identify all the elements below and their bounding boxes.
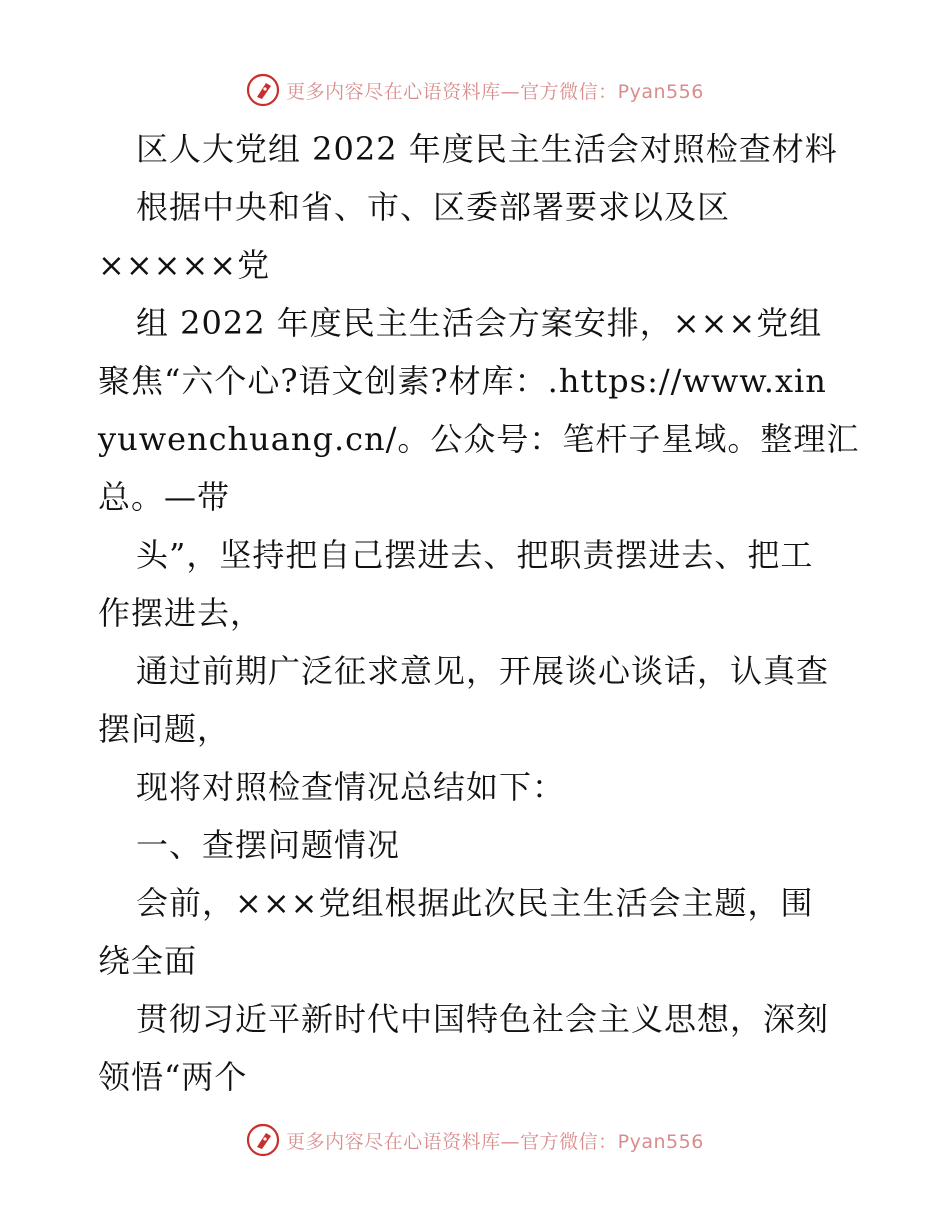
doc-line: 贯彻习近平新时代中国特色社会主义思想，深刻 bbox=[136, 1000, 830, 1038]
doc-line: yuwenchuang.cn/。公众号：笔杆子星域。整理汇 bbox=[98, 420, 860, 458]
pen-nib-logo-icon bbox=[246, 1123, 280, 1157]
header-watermark bbox=[0, 70, 950, 110]
section-heading: 一、查摆问题情况 bbox=[136, 826, 401, 864]
pen-nib-logo-icon bbox=[246, 73, 280, 107]
doc-line: 根据中央和省、市、区委部署要求以及区 bbox=[136, 188, 731, 226]
doc-line: 通过前期广泛征求意见，开展谈心谈话，认真查 bbox=[136, 652, 830, 690]
doc-line: 作摆进去， bbox=[98, 594, 264, 632]
doc-line: 领悟“两个 bbox=[98, 1058, 248, 1096]
document-body bbox=[98, 120, 858, 1106]
doc-line: 现将对照检查情况总结如下： bbox=[136, 768, 566, 806]
doc-line: 组 2022 年度民主生活会方案安排，×××党组 bbox=[136, 304, 823, 342]
doc-line: 摆问题， bbox=[98, 710, 231, 748]
doc-line: 绕全面 bbox=[98, 942, 198, 980]
doc-line: 聚焦“六个心?语文创素?材库：.https://www.xin bbox=[98, 362, 827, 400]
doc-line: 头”，坚持把自己摆进去、把职责摆进去、把工 bbox=[136, 536, 814, 574]
doc-line: 会前，×××党组根据此次民主生活会主题，围 bbox=[136, 884, 814, 922]
footer-watermark bbox=[0, 1120, 950, 1160]
watermark-text: 更多内容尽在心语资料库—官方微信：Pyan556 bbox=[286, 1130, 704, 1153]
watermark-text: 更多内容尽在心语资料库—官方微信：Pyan556 bbox=[286, 80, 704, 103]
doc-line: ×××××党 bbox=[98, 246, 271, 284]
doc-line: 区人大党组 2022 年度民主生活会对照检查材料 bbox=[136, 130, 838, 168]
doc-line: 总。—带 bbox=[98, 478, 231, 516]
